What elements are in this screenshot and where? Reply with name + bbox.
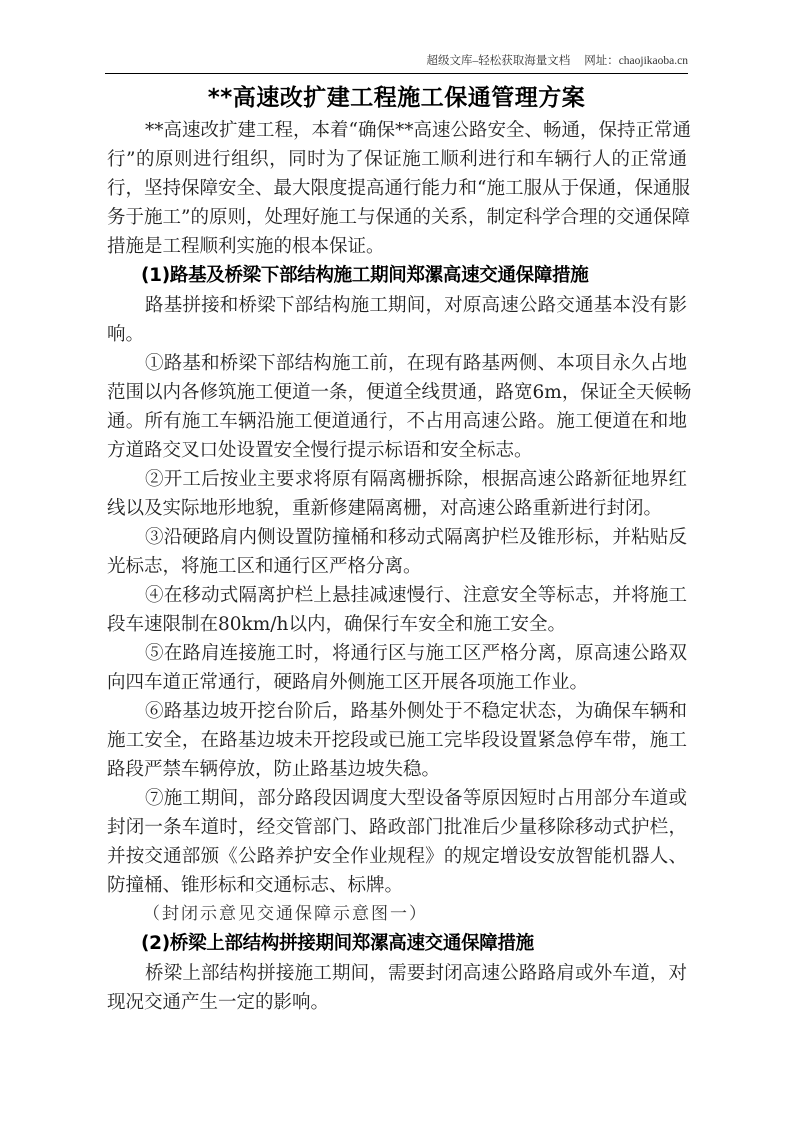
text-line: 向四车道正常通行，硬路肩外侧施工区开展各项施工作业。 <box>107 672 589 693</box>
text-line: 务于施工”的原则，处理好施工与保通的关系，制定科学合理的交通保障 <box>107 207 690 228</box>
list-item-5 <box>107 639 687 697</box>
list-item-6 <box>107 697 687 784</box>
list-item-3 <box>107 523 687 581</box>
list-item-2 <box>107 465 687 523</box>
section-heading-1: (1)路基及桥梁下部结构施工期间郑漯高速交通保障措施 <box>141 265 589 286</box>
text-line: ②开工后按业主要求将原有隔离栅拆除，根据高速公路新征地界红 <box>145 469 687 490</box>
intro-paragraph <box>107 116 691 261</box>
page-header <box>105 52 688 74</box>
section-heading-2: (2)桥梁上部结构拼接期间郑漯高速交通保障措施 <box>141 933 534 954</box>
text-line: 段车速限制在80km/h以内，确保行车安全和施工安全。 <box>107 614 566 635</box>
text-line: 线以及实际地形地貌，重新修建隔离栅，对高速公路重新进行封闭。 <box>107 498 663 519</box>
header-site-name: 超级文库–轻松获取海量文档 <box>426 55 571 67</box>
text-line: 桥梁上部结构拼接施工期间，需要封闭高速公路路肩或外车道，对 <box>145 963 687 984</box>
text-line: 并按交通部颁《公路养护安全作业规程》的规定增设安放智能机器人、 <box>107 846 687 867</box>
list-item-1 <box>107 349 692 465</box>
text-line: ⑤在路肩连接施工时，将通行区与施工区严格分离，原高速公路双 <box>145 643 687 664</box>
header-url: chaojikaoba.cn <box>618 55 688 67</box>
text-line: 行，坚持保障安全、最大限度提高通行能力和“施工服从于保通，保通服 <box>107 178 690 199</box>
text-line: 现况交通产生一定的影响。 <box>107 992 330 1013</box>
text-line: 封闭一条车道时，经交管部门、路政部门批准后少量移除移动式护栏， <box>107 817 687 838</box>
text-line: 响。 <box>107 324 145 345</box>
section2-paragraph <box>107 959 687 1017</box>
document-title: **高速改扩建工程施工保通管理方案 <box>207 85 586 111</box>
text-line: 施工安全，在路基边坡未开挖段或已施工完毕段设置紧急停车带，施工 <box>107 730 687 751</box>
document-body <box>107 116 692 1017</box>
text-line: ①路基和桥梁下部结构施工前，在现有路基两侧、本项目永久占地 <box>145 353 687 374</box>
figure-note: （封闭示意见交通保障示意图一） <box>143 904 428 924</box>
text-line: ⑦施工期间，部分路段因调度大型设备等原因短时占用部分车道或 <box>145 788 687 809</box>
text-line: 路基拼接和桥梁下部结构施工期间，对原高速公路交通基本没有影 <box>145 295 687 316</box>
text-line: 范围以内各修筑施工便道一条，便道全线贯通，路宽6m，保证全天候畅 <box>107 382 692 403</box>
text-line: 防撞桶、锥形标和交通标志、标牌。 <box>107 875 404 896</box>
section1-paragraph <box>107 291 687 349</box>
text-line: ④在移动式隔离护栏上悬挂减速慢行、注意安全等标志，并将施工 <box>145 585 687 606</box>
list-item-7 <box>107 784 687 900</box>
text-line: 通。所有施工车辆沿施工便道通行，不占用高速公路。施工便道在和地 <box>107 411 687 432</box>
text-line: ⑥路基边坡开挖台阶后，路基外侧处于不稳定状态，为确保车辆和 <box>145 701 687 722</box>
list-item-4 <box>107 581 687 639</box>
text-line: 措施是工程顺利实施的根本保证。 <box>107 236 385 257</box>
header-url-label: 网址： <box>584 55 619 67</box>
text-line: ③沿硬路肩内侧设置防撞桶和移动式隔离护栏及锥形标，并粘贴反 <box>145 527 687 548</box>
text-line: **高速改扩建工程，本着“确保**高速公路安全、畅通，保持正常通 <box>145 120 691 141</box>
text-line: 方道路交叉口处设置安全慢行提示标语和安全标志。 <box>107 440 533 461</box>
text-line: 光标志，将施工区和通行区严格分离。 <box>107 556 422 577</box>
text-line: 行”的原则进行组织，同时为了保证施工顺利进行和车辆行人的正常通 <box>107 149 687 170</box>
text-line: 路段严禁车辆停放，防止路基边坡失稳。 <box>107 759 441 780</box>
